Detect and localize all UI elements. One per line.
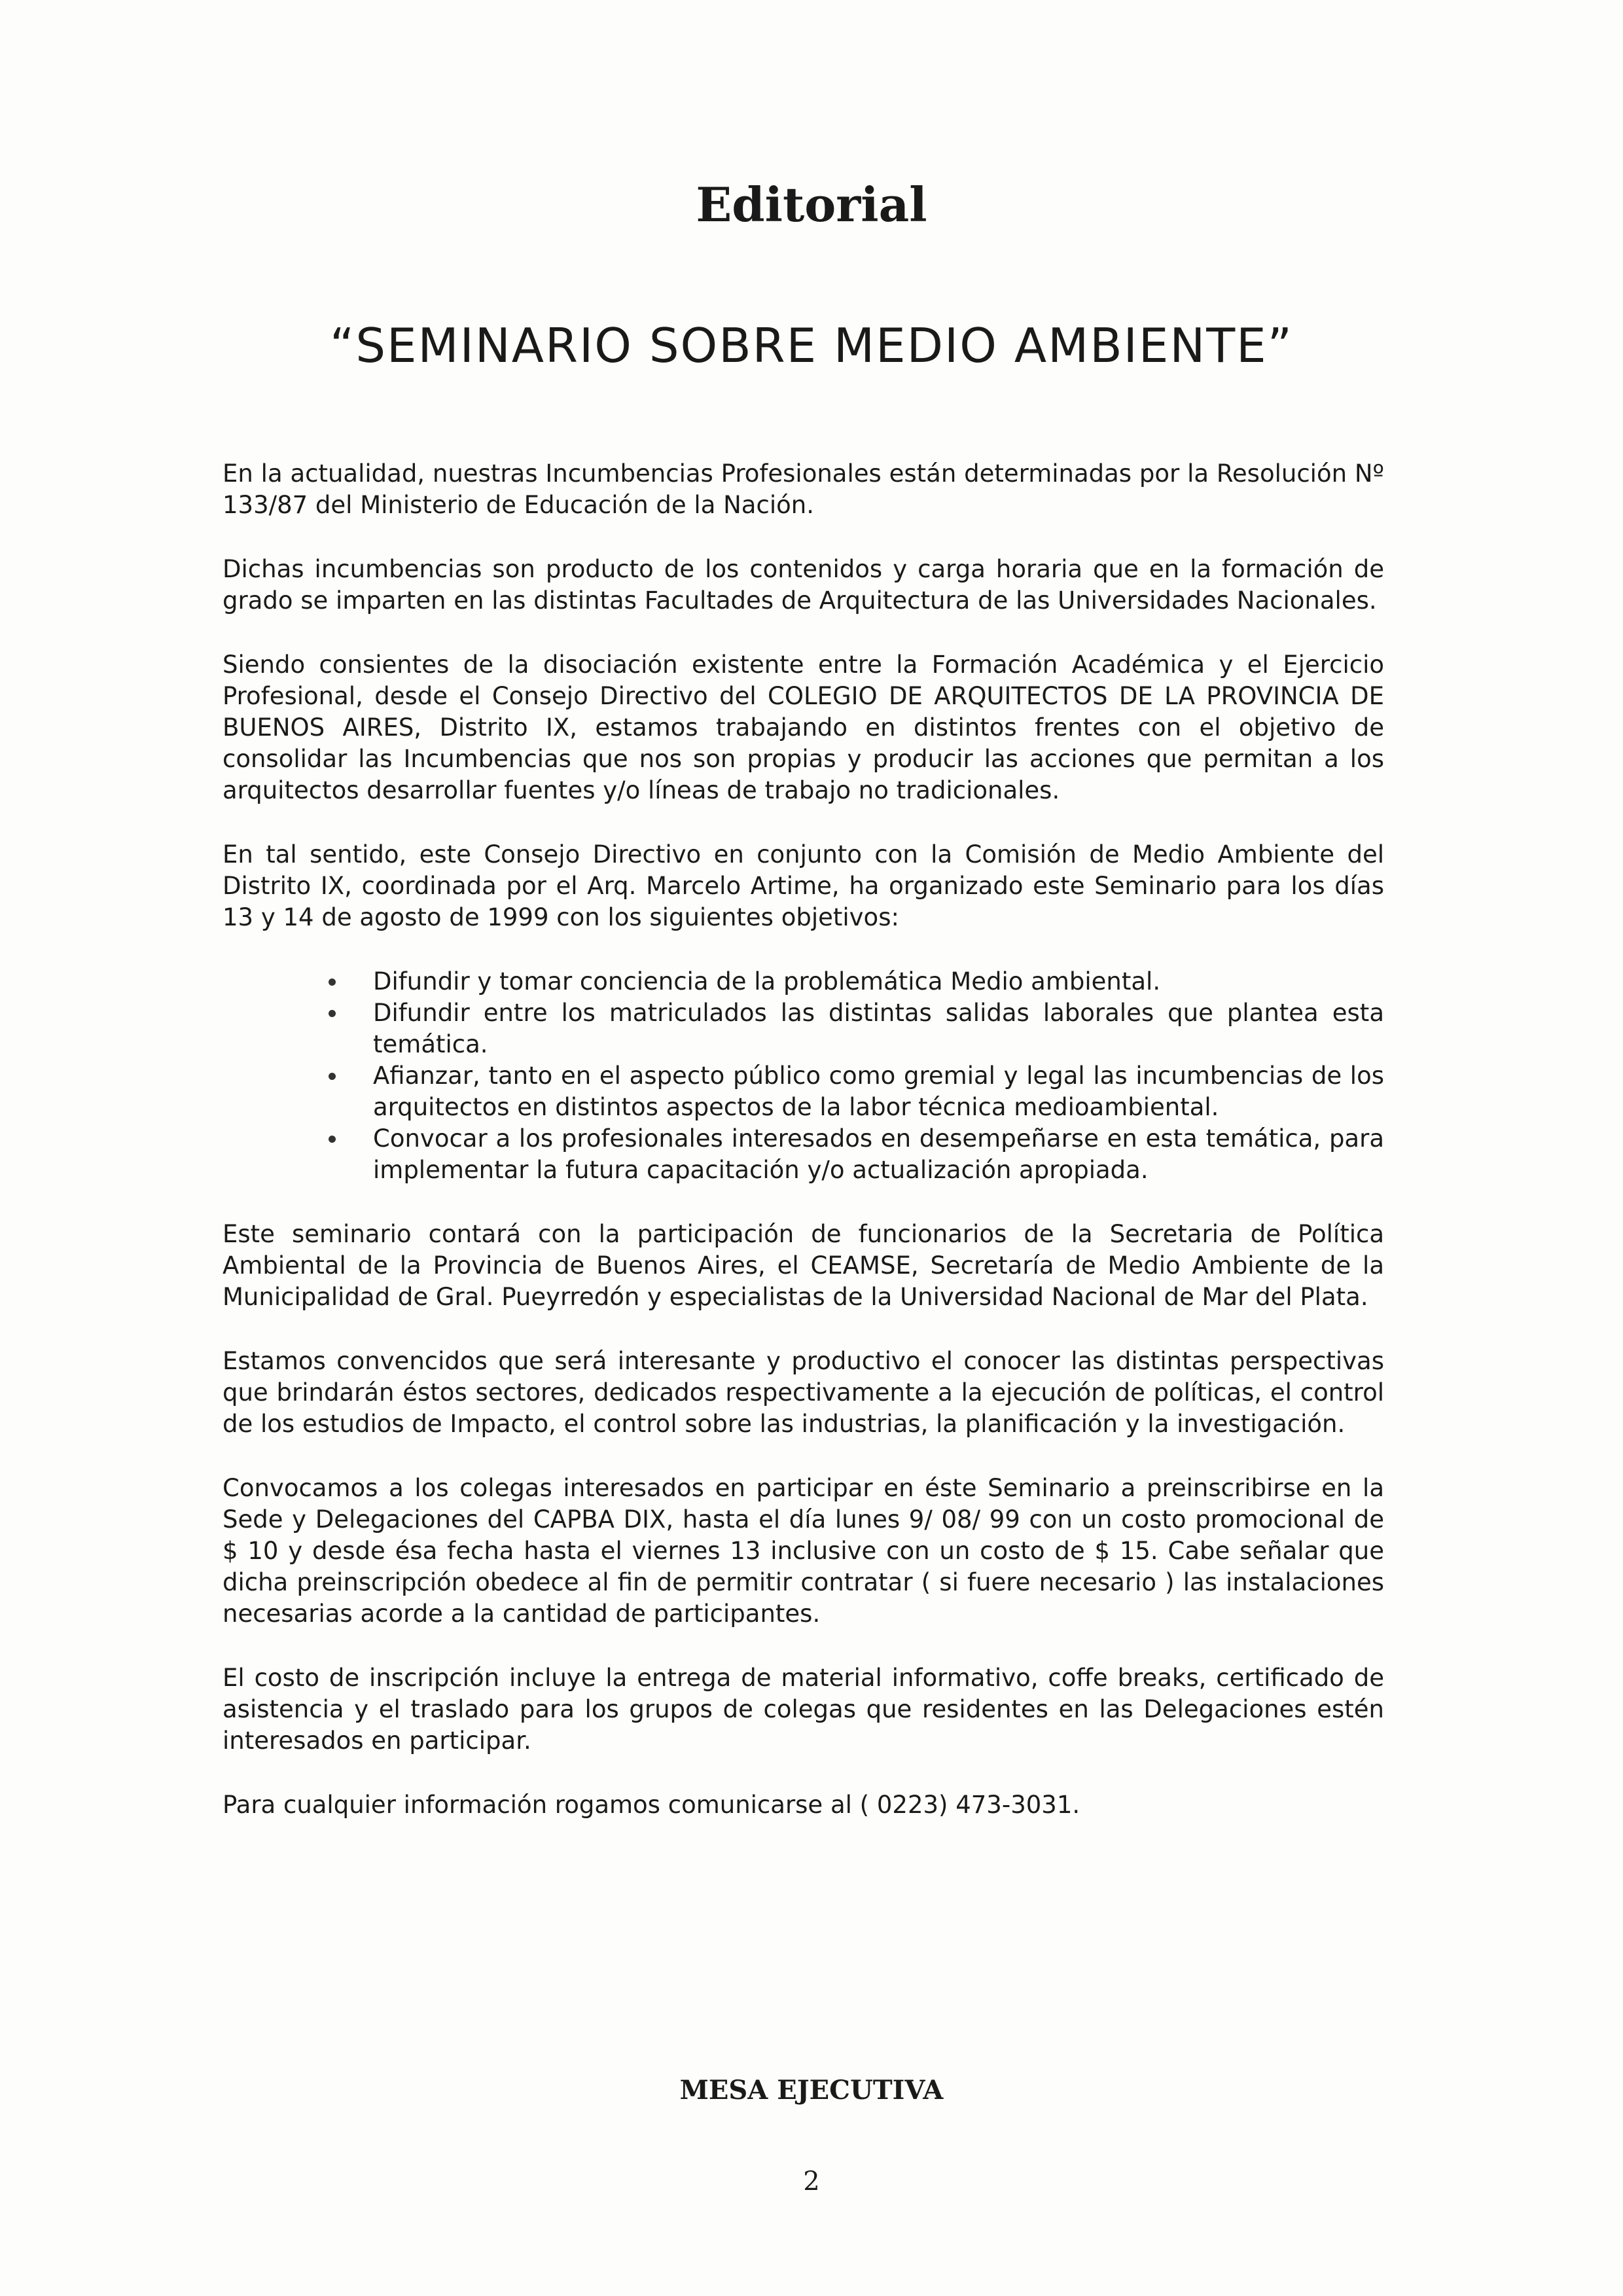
list-item-text: Convocar a los profesionales interesados en desempeñarse en esta temática, para implementar la futura capacitación y/o actualización apropiada.: [373, 1124, 1384, 1184]
list-item: [373, 997, 1384, 1060]
paragraph: El costo de inscripción incluye la entrega de material informativo, coffe breaks, certificado de asistencia y el traslado para los grupos de colegas que residentes en las Delegaciones estén interesados en participar.: [223, 1664, 1384, 1755]
contact-paragraph: Para cualquier información rogamos comunicarse al ( 0223) 473-3031.: [223, 1791, 1080, 1819]
paragraph: Este seminario contará con la participación de funcionarios de la Secretaria de Política Ambiental de la Provincia de Buenos Aires, el CEAMSE, Secretaría de Medio Ambiente de la Municipalidad de Gral. Pueyrredón y especialistas de la Universidad Nacional de Mar del Plata.: [223, 1220, 1384, 1311]
list-item: [373, 1060, 1384, 1123]
paragraph: En tal sentido, este Consejo Directivo en conjunto con la Comisión de Medio Ambiente del Distrito IX, coordinada por el Arq. Marcelo Artime, ha organizado este Seminario para los días 13 y 14 de agosto de 1999 con los siguientes objetivos:: [223, 840, 1384, 931]
paragraph: En la actualidad, nuestras Incumbencias Profesionales están determinadas por la Resolución Nº 133/87 del Ministerio de Educación de la Nación.: [223, 459, 1384, 519]
paragraph: Siendo consientes de la disociación existente entre la Formación Académica y el Ejercicio Profesional, desde el Consejo Directivo del COLEGIO DE ARQUITECTOS DE LA PROVINCIA DE BUENOS AIRES, Distrito IX, estamos trabajando en distintos frentes con el objetivo de consolidar las Incumbencias que nos son propias y producir las acciones que permitan a los arquitectos desarrollar fuentes y/o líneas de trabajo no tradicionales.: [223, 651, 1384, 804]
list-item: [373, 966, 1384, 997]
bullet-icon: [329, 1073, 336, 1080]
bullet-icon: [329, 1136, 336, 1143]
list-item-text: Difundir entre los matriculados las distintas salidas laborales que plantea esta temática.: [373, 999, 1384, 1058]
signature: MESA EJECUTIVA: [679, 2075, 944, 2106]
article-body: [223, 458, 1384, 1854]
section-heading: Editorial: [696, 177, 927, 232]
objectives-list: [223, 966, 1384, 1186]
list-item-text: Difundir y tomar conciencia de la problemática Medio ambiental.: [373, 967, 1161, 996]
paragraph: Dichas incumbencias son producto de los contenidos y carga horaria que en la formación de grado se imparten en las distintas Facultades de Arquitectura de las Universidades Nacionales.: [223, 555, 1384, 615]
list-item: [373, 1123, 1384, 1186]
paragraph: Convocamos a los colegas interesados en participar en éste Seminario a preinscribirse en la Sede y Delegaciones del CAPBA DIX, hasta el día lunes 9/ 08/ 99 con un costo promocional de $ 10 y desde ésa fecha hasta el viernes 13 inclusive con un costo de $ 15. Cabe señalar que dicha preinscripción obedece al fin de permitir contratar ( si fuere necesario ) las instalaciones necesarias acorde a la cantidad de participantes.: [223, 1474, 1384, 1628]
page-number: 2: [803, 2166, 820, 2197]
bullet-icon: [329, 1010, 336, 1017]
list-item-text: Afianzar, tanto en el aspecto público como gremial y legal las incumbencias de los arquitectos en distintos aspectos de la labor técnica medioambiental.: [373, 1062, 1384, 1121]
paragraph: Estamos convencidos que será interesante y productivo el conocer las distintas perspectivas que brindarán éstos sectores, dedicados respectivamente a la ejecución de políticas, el control de los estudios de Impacto, el control sobre las industrias, la planificación y la investigación.: [223, 1347, 1384, 1438]
bullet-icon: [329, 978, 336, 986]
article-title: “SEMINARIO SOBRE MEDIO AMBIENTE”: [330, 318, 1293, 373]
